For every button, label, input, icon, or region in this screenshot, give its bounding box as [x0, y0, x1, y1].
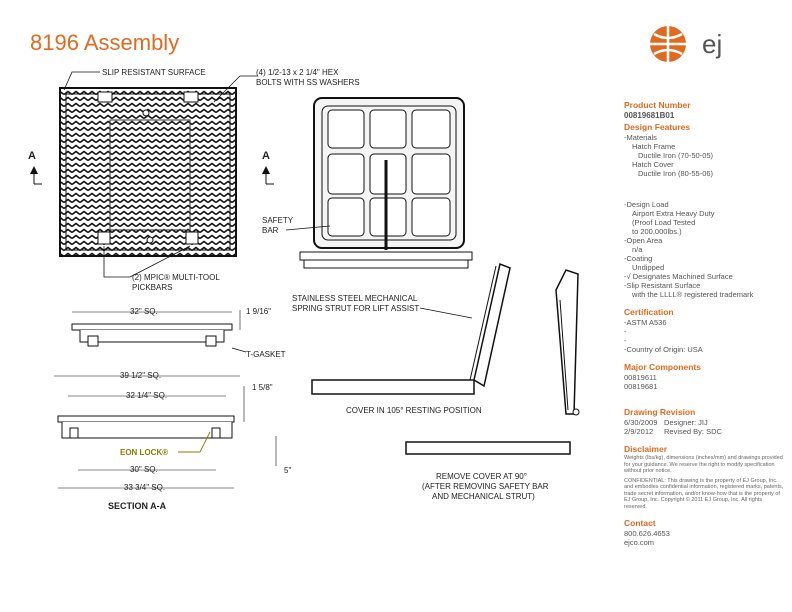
revision-row-2	[624, 427, 784, 436]
disclaimer-text-1: Weights (lbs/kg), dimensions (inches/mm) and drawings provided for your guidance. We reserve the right to modify specification without prior notice.	[624, 455, 783, 474]
callout-remove-1: REMOVE COVER AT 90°	[436, 472, 527, 481]
open-105-view	[312, 264, 510, 394]
hatch-frame-material: Ductile Iron (70-50-05)	[638, 151, 714, 160]
coating-value: Undipped	[632, 263, 665, 272]
contact-phone: 800.626.4653	[624, 529, 670, 538]
slip-resistant-value: with the LLLL® registered trademark	[632, 290, 754, 299]
callout-safety-bar-1: SAFETY	[262, 216, 294, 225]
design-load-v1: Airport Extra Heavy Duty	[632, 209, 715, 218]
dim-1-5-8: 1 5/8"	[252, 383, 273, 392]
plan-view	[30, 72, 274, 277]
hatch-frame: Hatch Frame	[632, 142, 676, 151]
callout-hex-bolts-2: BOLTS WITH SS WASHERS	[256, 78, 360, 87]
callout-eon-lock: EON LOCK®	[120, 448, 169, 457]
design-load: -Design Load	[624, 200, 669, 209]
callout-hex-bolts-1: (4) 1/2-13 x 2 1/4" HEX	[256, 68, 339, 77]
astm: -ASTM A536	[624, 318, 667, 327]
callout-remove-2: (AFTER REMOVING SAFETY BAR	[422, 482, 549, 491]
design-load-v2: (Proof Load Tested	[632, 218, 696, 227]
drawing-revision-heading: Drawing Revision	[624, 407, 696, 417]
callout-cover-105: COVER IN 105° RESTING POSITION	[346, 406, 482, 415]
revision-row-1	[624, 418, 784, 427]
dim-32: 32" SQ.	[130, 307, 158, 316]
contact-web[interactable]: ejco.com	[624, 538, 655, 547]
side-elevation	[72, 310, 246, 352]
disclaimer-heading: Disclaimer	[624, 444, 667, 454]
dim-1-9-16: 1 9/16"	[246, 307, 272, 316]
hatch-cover-material: Ductile Iron (80-55-06)	[638, 169, 714, 178]
major-components-heading: Major Components	[624, 362, 701, 372]
dim-32-1-4: 32 1/4" SQ.	[126, 391, 168, 400]
design-load-v3: to 200,000lbs.)	[632, 227, 682, 236]
callout-strut-1: STAINLESS STEEL MECHANICAL	[292, 294, 418, 303]
materials: -Materials	[624, 133, 657, 142]
component-1: 00819611	[624, 373, 657, 382]
callout-strut-2: SPRING STRUT FOR LIFT ASSIST	[292, 304, 420, 313]
callout-pickbars-1: (2) MPIC® MULTI-TOOL	[132, 273, 220, 282]
page-title: 8196 Assembly	[30, 30, 180, 55]
section-label: SECTION A-A	[108, 501, 167, 511]
machined-note: -√ Designates Machined Surface	[624, 272, 733, 281]
open-area: -Open Area	[624, 236, 663, 245]
section-mark-left: A	[28, 150, 36, 162]
revision-1-text: Designer: JIJ	[664, 418, 708, 427]
cert-dash-1: -	[624, 327, 627, 336]
dim-5: 5"	[284, 466, 292, 475]
callout-remove-3: AND MECHANICAL STRUT)	[432, 492, 535, 501]
revision-2-text: Revised By: SDC	[664, 427, 722, 436]
contact-heading: Contact	[624, 518, 656, 528]
dim-30: 30" SQ.	[130, 465, 158, 474]
revision-2-date: 2/9/2012	[624, 427, 654, 436]
dim-39-1-2: 39 1/2" SQ.	[120, 371, 162, 380]
slip-resistant: -Slip Resistant Surface	[624, 281, 701, 290]
component-2: 00819681	[624, 382, 658, 391]
product-number-heading: Product Number	[624, 100, 691, 110]
callout-pickbars-2: PICKBARS	[132, 283, 173, 292]
open-area-value: n/a	[632, 245, 643, 254]
callout-gasket: T-GASKET	[246, 350, 286, 359]
disclaimer-text-2: CONFIDENTIAL: This drawing is the property of EJ Group, Inc. and embodies confidential information, registered marks, patents, trade secret information, and/or know-how that is the property of EJ Group, Inc. Copyright © 2011 EJ Group, Inc. All rights reserved.	[624, 477, 784, 510]
ej-logo	[646, 22, 746, 70]
coating: -Coating	[624, 254, 653, 263]
info-panel	[624, 100, 784, 547]
revision-1-date: 6/30/2009	[624, 418, 658, 427]
design-features-heading: Design Features	[624, 122, 691, 132]
product-number: 00819681B01	[624, 111, 675, 120]
country-of-origin: -Country of Origin: USA	[624, 345, 703, 354]
cert-dash-2: -	[624, 336, 627, 345]
underside-view	[286, 98, 472, 268]
dim-33-3-4: 33 3/4" SQ.	[124, 483, 166, 492]
certification-heading: Certification	[624, 307, 674, 317]
callout-safety-bar-2: BAR	[262, 226, 279, 235]
section-mark-right: A	[262, 150, 270, 162]
hatch-cover: Hatch Cover	[632, 160, 674, 169]
logo-text: ej	[702, 29, 723, 59]
callout-slip-surface: SLIP RESISTANT SURFACE	[102, 68, 206, 77]
